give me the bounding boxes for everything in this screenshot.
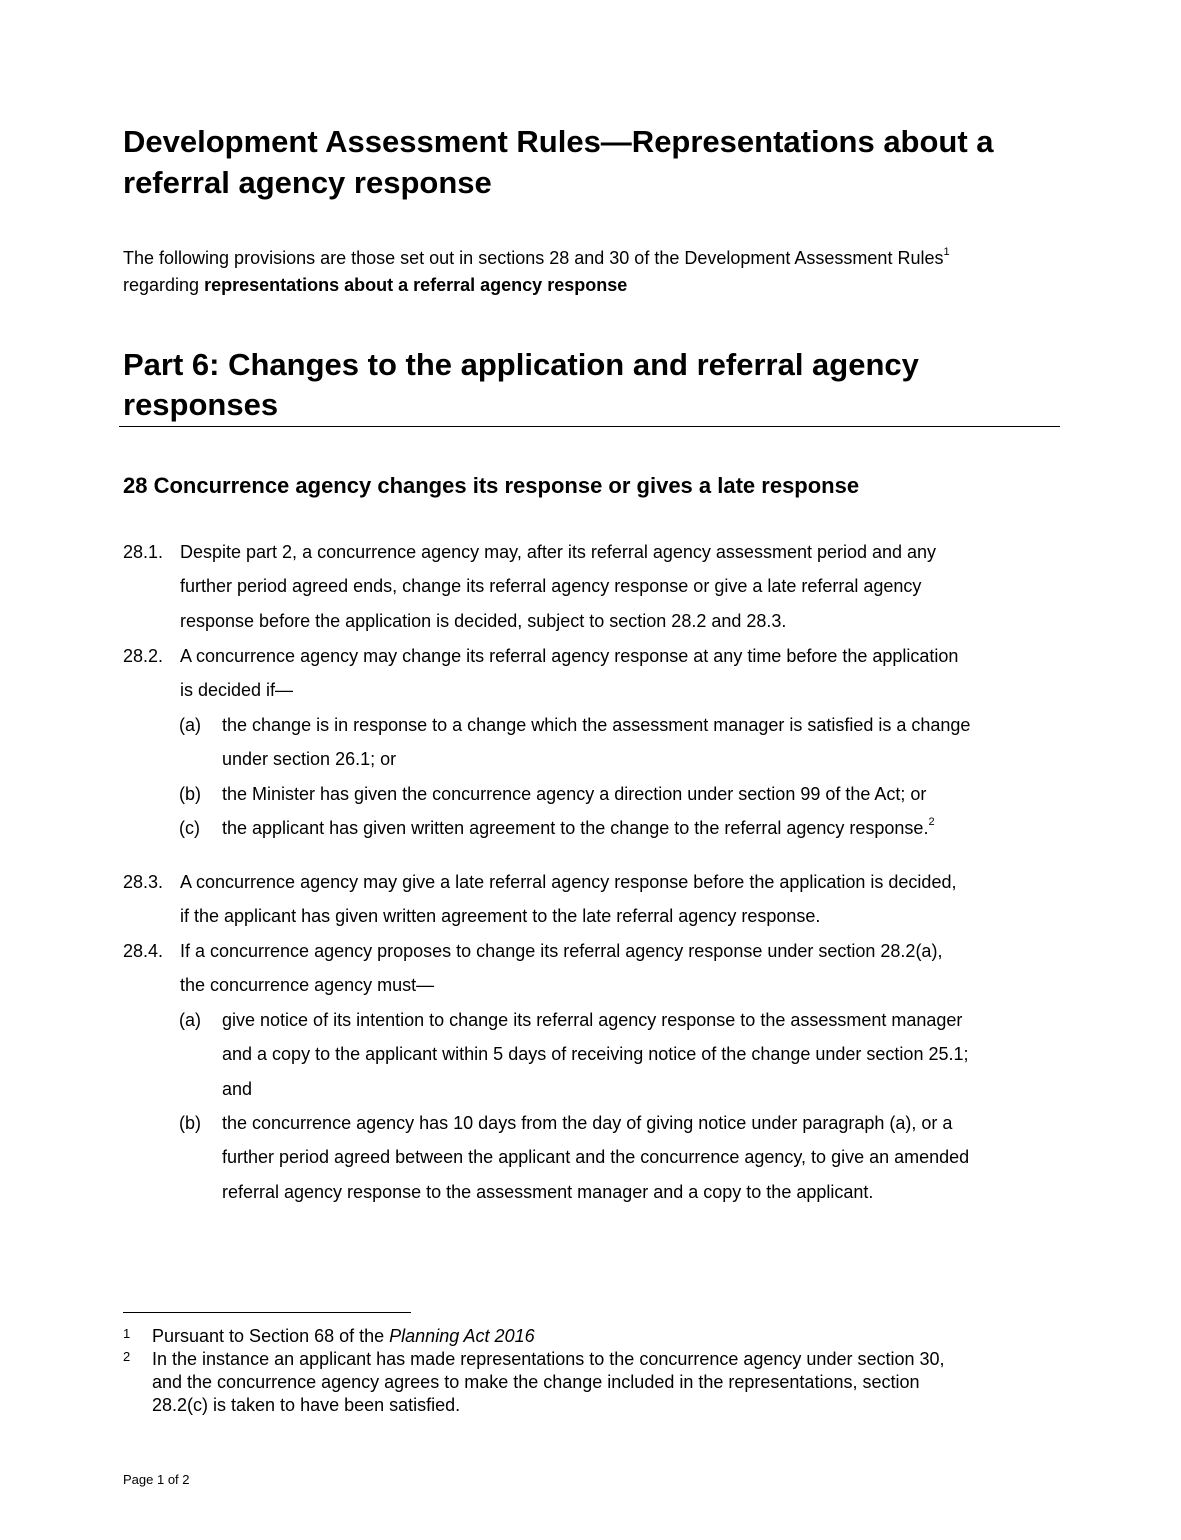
footnote-ref-2[interactable]: 2 — [928, 816, 935, 828]
paragraph-line: the concurrence agency has 10 days from the day of giving notice under paragraph (a), or a — [222, 1113, 953, 1133]
clause-line: response before the application is decided, subject to section 28.2 and 28.3. — [180, 610, 787, 631]
footnote-ref-1[interactable]: 1 — [943, 246, 950, 258]
clause-number: 28.2. — [123, 646, 164, 666]
paragraph-label: (b) — [179, 784, 201, 804]
document-title: Development Assessment Rules—Representations about a referral agency response — [123, 124, 994, 200]
paragraph-line: and a copy to the applicant within 5 days of receiving notice of the change under section 25.1; — [222, 1044, 969, 1065]
intro-bold: representations about a referral agency response — [204, 275, 628, 295]
clause-line: the concurrence agency must— — [180, 975, 435, 996]
footnote-line: In the instance an applicant has made representations to the concurrence agency under section 30, — [152, 1349, 945, 1369]
paragraph-line: the change is in response to a change which the assessment manager is satisfied is a change — [222, 715, 971, 735]
clause-line: A concurrence agency may change its referral agency response at any time before the application — [180, 646, 959, 666]
intro-lead: regarding — [123, 275, 205, 295]
intro-text: The following provisions are those set out in sections 28 and 30 of the Development Assessment Rules — [123, 248, 944, 268]
paragraph-line: under section 26.1; or — [222, 749, 397, 770]
part-heading: Part 6: Changes to the application and referral agency responses — [123, 347, 919, 422]
footnote-line: and the concurrence agency agrees to make the change included in the representations, section — [152, 1372, 920, 1392]
paragraph-line: further period agreed between the applicant and the concurrence agency, to give an amended — [222, 1147, 970, 1168]
clause-line: A concurrence agency may give a late referral agency response before the application is decided, — [180, 872, 957, 892]
paragraph-line: referral agency response to the assessment manager and a copy to the applicant. — [222, 1181, 874, 1202]
paragraph-label: (a) — [179, 715, 201, 735]
footnote-number: 1 — [123, 1326, 131, 1341]
clause-number: 28.3. — [123, 872, 164, 892]
clause-line: further period agreed ends, change its referral agency response or give a late referral agency — [180, 576, 922, 597]
paragraph-label: (a) — [179, 1010, 201, 1030]
paragraph-label: (c) — [179, 818, 200, 838]
footnote-text: Pursuant to Section 68 of the — [152, 1326, 390, 1346]
clause-line: is decided if— — [180, 680, 294, 701]
footnote-italic: Planning Act 2016 — [389, 1326, 535, 1346]
footnote-line: 28.2(c) is taken to have been satisfied. — [152, 1395, 461, 1415]
paragraph-line: the Minister has given the concurrence agency a direction under section 99 of the Act; or — [222, 784, 927, 804]
paragraph-line: and — [222, 1078, 253, 1099]
paragraph-label: (b) — [179, 1113, 201, 1133]
footnote-number: 2 — [123, 1349, 131, 1364]
paragraph-line: the applicant has given written agreement to the change to the referral agency response. — [222, 818, 929, 838]
clause-line: If a concurrence agency proposes to change its referral agency response under section 28.2(a), — [180, 941, 943, 961]
intro-paragraph — [123, 245, 1063, 299]
footnote-1 — [123, 1325, 1063, 1348]
part-divider — [119, 426, 1060, 427]
clause-line: Despite part 2, a concurrence agency may, after its referral agency assessment period and any — [180, 542, 937, 562]
page-number: Page 1 of 2 — [123, 1472, 190, 1487]
clause-number: 28.1. — [123, 542, 164, 562]
footnote-2 — [123, 1348, 1063, 1417]
section-heading: 28 Concurrence agency changes its response or gives a late response — [123, 473, 860, 498]
clause-line: if the applicant has given written agreement to the late referral agency response. — [180, 906, 821, 927]
paragraph-line: give notice of its intention to change its referral agency response to the assessment manager — [222, 1010, 963, 1030]
footnote-separator — [123, 1312, 411, 1313]
clause-number: 28.4. — [123, 941, 164, 961]
